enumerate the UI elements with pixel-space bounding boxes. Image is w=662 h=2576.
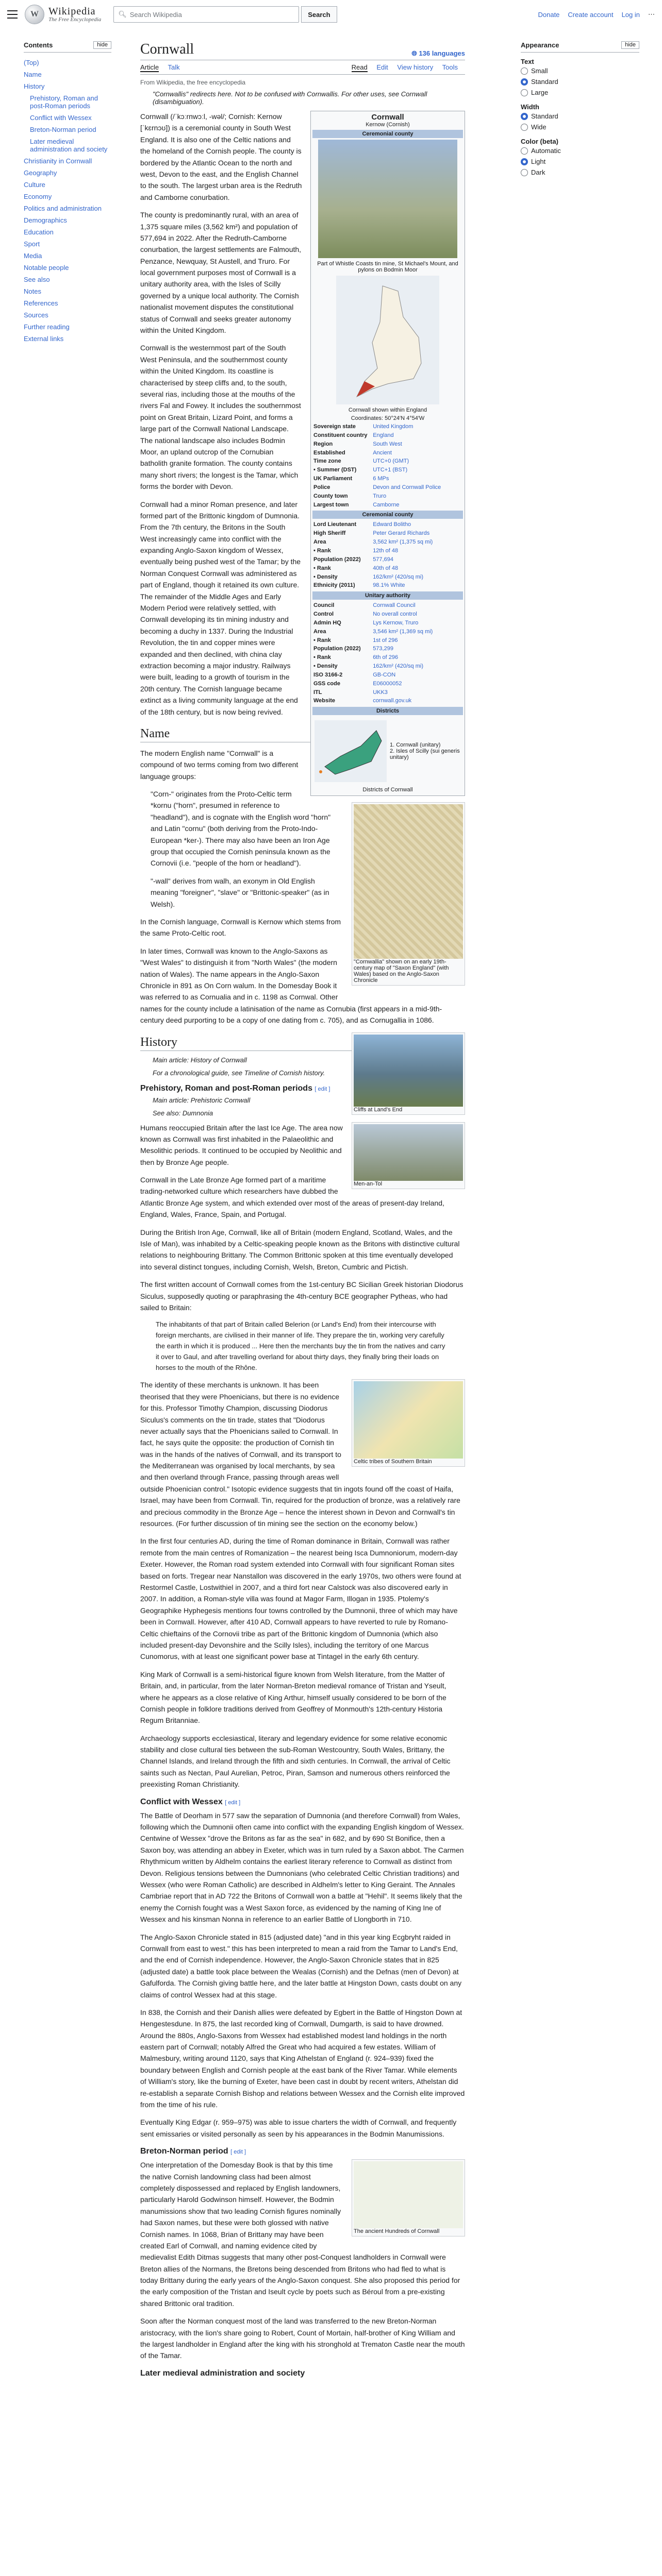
thumb-caption: The ancient Hundreds of Cornwall xyxy=(354,2228,440,2235)
infobox-label: Established xyxy=(313,449,345,456)
thumb-hundreds xyxy=(352,2159,465,2236)
infobox-row xyxy=(312,662,463,671)
option-label: Light xyxy=(531,158,546,165)
appearance-panel xyxy=(521,41,639,178)
infobox-value[interactable]: UKK3 xyxy=(373,689,388,696)
infobox-row xyxy=(312,619,463,628)
infobox-rows-3 xyxy=(312,601,463,705)
toc-item[interactable]: Notes xyxy=(24,287,41,295)
infobox-label: • Rank xyxy=(313,654,331,661)
width-wide-option[interactable] xyxy=(521,122,639,132)
hatnote: See also: Dumnonia xyxy=(153,1109,213,1117)
toc-item[interactable]: History xyxy=(24,82,45,90)
infobox-row xyxy=(312,501,463,510)
infobox-photo-caption: Part of Whistle Coasts tin mine, St Michael's Mount, and pylons on Bodmin Moor xyxy=(317,261,458,273)
men-an-tol-image[interactable] xyxy=(354,1124,463,1181)
cliffs-image[interactable] xyxy=(354,1035,463,1107)
toc-item[interactable]: Notable people xyxy=(24,264,69,272)
main-menu-icon[interactable] xyxy=(7,10,18,19)
toc-item[interactable]: Culture xyxy=(24,181,45,189)
search-button[interactable]: Search xyxy=(301,6,337,23)
text-standard-option[interactable] xyxy=(521,76,639,87)
infobox-value[interactable]: 577,694 xyxy=(373,556,393,563)
tab-talk[interactable]: Talk xyxy=(168,63,180,71)
infobox-row xyxy=(312,628,463,636)
toc-title: Contents xyxy=(24,41,53,49)
infobox-value[interactable]: Edward Bolitho xyxy=(373,521,411,528)
infobox-label: Area xyxy=(313,628,326,635)
page-title xyxy=(140,41,465,60)
infobox-map-caption: Cornwall shown within England xyxy=(348,407,427,413)
radio-icon xyxy=(521,147,528,155)
edit-link[interactable]: [ edit ] xyxy=(315,1086,330,1092)
intro-paragraph: Cornwall had a minor Roman presence, and later formed part of the Brittonic kingdom of Dumnonia. From the 7th century, the Britons in the South West increasingly came into conflict with the expanding Anglo-Saxon kingdom of Wessex, eventually being pushed west of the Tamar; by the Norman Conquest Cornwall was administered as part of England, though it retained its own culture. The remainder of the Middle Ages and Early Modern Period were relatively settled, with Cornwall developing its tin mining industry and becoming a duchy in 1337. During the Industrial Revolution, the tin and copper mines were expanded and then declined, with china clay extraction becoming a major industry. Railways were built, leading to a growth of tourism in the 20th century. The Cornish language became extinct as a living community language at the end of the 18th century, but is now being revived. xyxy=(140,500,301,716)
more-icon[interactable]: ⋯ xyxy=(648,10,655,18)
infobox-locator-map[interactable] xyxy=(336,276,439,404)
history-paragraph: One interpretation of the Domesday Book is that by this time the native Cornish landowning class had been almost completely dispossessed and replaced by English landowners, particularly Harold Godwinson himself. However, the Bodmin manumissions show that two leading Cornish figures nominally had Saxon names, but these were both glossed with native Cornish names. In 1068, Brian of Brittany may have been created Earl of Cornwall, and naming evidence cited by medievalist Edith Ditmas suggests that many other post-Conquest landholders in Cornwall were Breton allies of the Normans, the Bretons being descended from Britons who had fled to what is today Brittany during the early years of the Anglo-Saxon conquest. She also proposed this period for the early composition of the Tristan and Iseult cycle by poets such as Béroul from a pre-existing shared Brittonic oral tradition. xyxy=(140,2161,460,2308)
infobox-label: GSS code xyxy=(313,680,340,687)
toc-item[interactable]: External links xyxy=(24,335,64,343)
heading-text: Prehistory, Roman and post-Roman periods xyxy=(140,1083,312,1093)
infobox-label: • Density xyxy=(313,663,338,670)
header xyxy=(0,0,662,29)
infobox-label: • Rank xyxy=(313,547,331,554)
infobox-value[interactable]: South West xyxy=(373,440,402,447)
toc-subitem[interactable]: Conflict with Wessex xyxy=(30,114,92,122)
infobox-label: Control xyxy=(313,611,334,618)
radio-icon xyxy=(521,169,528,176)
log-in-link[interactable]: Log in xyxy=(621,10,640,19)
width-label: Width xyxy=(521,103,539,111)
infobox-label: UK Parliament xyxy=(313,476,353,482)
option-label: Dark xyxy=(531,168,545,176)
infobox-value[interactable]: 162/km² (420/sq mi) xyxy=(373,663,423,670)
action-tools[interactable]: Tools xyxy=(442,63,458,71)
infobox-label: Ethnicity (2011) xyxy=(313,582,355,589)
districts-map[interactable] xyxy=(315,720,387,782)
history-paragraph: The first written account of Cornwall comes from the 1st-century BC Sicilian Greek historian Diodorus Siculus, supposedly quoting or paraphrasing the 4th-century BCE geographer Pytheas, who had sailed to Britain: xyxy=(140,1280,464,1312)
infobox-label: Population (2022) xyxy=(313,556,361,563)
heading-text: Later medieval administration and society xyxy=(140,2368,305,2378)
width-standard-option[interactable] xyxy=(521,111,639,122)
history-paragraph: In the first four centuries AD, during the time of Roman dominance in Britain, Cornwall was rather remote from the main centres of Romanization – the nearest being Isca Dumnoniorum, modern-day Exeter. However, the Roman road system extended into Cornwall with four significant Roman sites based on forts. Tregear near Nanstallon was discovered in the early 1970s, two others were found at Restormel Castle, Lostwithiel in 2007, and a third fort near Calstock was also discovered early in 2007. In addition, a Roman-style villa was found at Magor Farm, Illogan in 1935. Ptolemy's Geographike Hyphegesis mentions four towns controlled by the Dumnonii, three of which may have been in Cornwall. However, after 410 AD, Cornwall appears to have reverted to rule by Romano-Celtic chieftains of the Cornovii tribe as part of the Brittonic kingdom of Dumnonia (which also included present-day Devonshire and the Scilly Isles), including the territory of one Marcus Cunomorus, with at least one significant power base at Tintagel in the early 6th century. xyxy=(140,1537,461,1661)
infobox-label: • Density xyxy=(313,573,338,580)
thumb-map xyxy=(352,802,465,986)
thumb-cliffs xyxy=(352,1032,465,1115)
history-paragraph: The Anglo-Saxon Chronicle stated in 815 (adjusted date) "and in this year king Ecgbryht raided in Cornwall from east to west." this has been interpreted to mean a raid from the Tamar to Land's End, and the end of Cornish independence. However, the Anglo-Saxon Chronicle states that in 825 (adjusted date) a battle took place between the Wealas (Cornish) and the Defnas (men of Devon) at Gafulforda. The Cornish giving battle here, and the later battle at Hingston Down, casts doubt on any claims of control Wessex had at this stage. xyxy=(140,1933,462,1999)
infobox-label: Time zone xyxy=(313,458,341,465)
infobox-label: • Rank xyxy=(313,637,331,643)
toc-subitem[interactable]: Breton-Norman period xyxy=(30,126,96,133)
thumb-caption: Cliffs at Land's End xyxy=(354,1106,403,1113)
from-line: From Wikipedia, the free encyclopedia xyxy=(140,79,246,86)
toc-item[interactable]: (Top) xyxy=(24,59,39,66)
text-size-label: Text xyxy=(521,58,534,65)
edit-link[interactable]: [ edit ] xyxy=(230,2149,246,2156)
hatnote: For a chronological guide, see Timeline of Cornish history. xyxy=(153,1069,325,1077)
infobox-label: • Summer (DST) xyxy=(313,467,357,473)
edit-label: edit xyxy=(318,1086,327,1092)
infobox-value[interactable]: E06000052 xyxy=(373,680,402,687)
page-title-text: Cornwall xyxy=(140,41,194,57)
infobox-value[interactable]: United Kingdom xyxy=(373,423,413,430)
name-paragraph: In later times, Cornwall was known to the Anglo-Saxons as "West Wales" to distinguish it from "North Wales" (the modern nation of Wales). The name appears in the Anglo-Saxon Chronicle in 891 as On Corn walum. In the Domesday Book it was referred to as Cornualia and in c. 1198 as Cornwal. Other names for the county include a latinisation of the name as Cornubia (first appears in a mid-9th-century deed purporting to be a copy of one dating from c. 705), and as Cornugallia in 1086. xyxy=(140,946,442,1025)
infobox-value[interactable]: Camborne xyxy=(373,501,400,508)
infobox-row xyxy=(312,610,463,619)
infobox-label: Website xyxy=(313,698,335,704)
infobox-label: Area xyxy=(313,539,326,546)
history-paragraph: During the British Iron Age, Cornwall, like all of Britain (modern England, Scotland, Wales, and the Isle of Man), was inhabited by a Celtic-speaking people known as the Britons with distinctive cultural relations to neighbouring Brittany. The Common Brittonic spoken at this time eventually developed into several distinct tongues, including Cornish, Welsh, Breton, Cumbric and Pictish. xyxy=(140,1228,460,1271)
hatnote: "Cornwallis" redirects here. Not to be confused with Cornwallis. For other uses, see Cornwall (disambiguation). xyxy=(153,90,427,106)
donate-link[interactable]: Donate xyxy=(538,10,560,19)
heading-text: Name xyxy=(140,726,170,740)
infobox-value[interactable]: Truro xyxy=(373,493,387,499)
infobox-label: ITL xyxy=(313,689,322,696)
history-paragraph: Humans reoccupied Britain after the last Ice Age. The area now known as Cornwall was first inhabited in the Palaeolithic and Mesolithic periods. It continued to be occupied by Neolithic and then by Bronze Age people. xyxy=(140,1123,343,1166)
infobox-row xyxy=(312,653,463,662)
option-label: Standard xyxy=(531,78,558,86)
infobox-row xyxy=(312,564,463,573)
color-label: Color (beta) xyxy=(521,138,558,145)
infobox-row xyxy=(312,431,463,440)
infobox-value[interactable]: UTC+1 (BST) xyxy=(373,467,408,473)
section-heading-wessex xyxy=(140,1798,465,1807)
infobox-band: Ceremonial county xyxy=(312,511,463,519)
option-label: Large xyxy=(531,89,549,96)
history-paragraph: Archaeology supports ecclesiastical, literary and legendary evidence for some relative economic stability and close cultural ties between the sub-Roman Westcountry, South Wales, Brittany, the Channel Islands, and Ireland through the fifth and sixth centuries. In Cornwall, the arrival of Celtic saints such as Nectan, Paul Aurelian, Petroc, Piran, Samson and numerous others reinforced the preexisting Roman Christianity. xyxy=(140,1734,451,1789)
infobox-row xyxy=(312,688,463,697)
infobox-label: Largest town xyxy=(313,501,349,508)
infobox-value[interactable]: 1st of 296 xyxy=(373,637,398,643)
section-heading-breton xyxy=(140,2147,465,2156)
globe-icon: W xyxy=(25,5,44,24)
infobox-value[interactable]: Ancient xyxy=(373,449,392,456)
option-label: Standard xyxy=(531,112,558,120)
infobox-label: Sovereign state xyxy=(313,423,356,430)
toc-item[interactable]: Economy xyxy=(24,193,52,200)
infobox-value[interactable]: Lys Kernow, Truro xyxy=(373,619,419,626)
infobox-label: Council xyxy=(313,602,335,609)
toc-hide-button[interactable]: hide xyxy=(93,41,111,49)
infobox-row xyxy=(312,680,463,688)
infobox-label: Police xyxy=(313,484,330,490)
saxon-map-image[interactable] xyxy=(354,804,463,959)
infobox-row xyxy=(312,440,463,449)
text-large-option[interactable] xyxy=(521,87,639,98)
search-placeholder: Search Wikipedia xyxy=(129,10,182,19)
infobox-row xyxy=(312,555,463,564)
toc-item[interactable]: Name xyxy=(24,71,42,78)
name-paragraph: In the Cornish language, Cornwall is Kernow which stems from the same Proto-Celtic root. xyxy=(140,918,341,938)
toc-item[interactable]: Further reading xyxy=(24,323,70,331)
toc-item[interactable]: Politics and administration xyxy=(24,205,102,212)
edit-link[interactable]: [ edit ] xyxy=(225,1799,241,1806)
toc-item[interactable]: Sport xyxy=(24,240,40,248)
infobox-row xyxy=(312,538,463,547)
infobox-row xyxy=(312,573,463,582)
infobox-row xyxy=(312,636,463,645)
history-paragraph: Soon after the Norman conquest most of the land was transferred to the new Breton-Norman aristocracy, with the lion's share going to Robert, Count of Mortain, half-brother of King William and the largest landholder in England after the king with his stronghold at Trematon Castle near the mouth of the Tamar. xyxy=(140,2317,465,2360)
toc-item[interactable]: Media xyxy=(24,252,42,260)
infobox-value[interactable]: 3,562 km² (1,375 sq mi) xyxy=(373,539,433,546)
toc-item[interactable]: Sources xyxy=(24,311,48,319)
hundreds-map[interactable] xyxy=(354,2161,463,2228)
edit-label: edit xyxy=(234,2149,243,2156)
infobox-value[interactable]: 3,546 km² (1,369 sq mi) xyxy=(373,628,433,635)
wordmark: Wikipedia xyxy=(48,6,96,17)
infobox-row xyxy=(312,601,463,610)
thumb-caption: Celtic tribes of Southern Britain xyxy=(354,1459,432,1465)
article xyxy=(140,41,465,2381)
tab-article[interactable]: Article xyxy=(140,63,159,71)
history-paragraph: Eventually King Edgar (r. 959–975) was able to issue charters the width of Cornwall, and frequently sent emissaries or visited personally as seen by his appearances in the Bodmin Manumissions. xyxy=(140,2118,457,2138)
radio-selected-icon xyxy=(521,113,528,120)
infobox-subtitle: Kernow (Cornish) xyxy=(366,122,410,128)
appearance-title: Appearance xyxy=(521,41,559,49)
wikipedia-logo[interactable] xyxy=(25,5,101,24)
infobox-coords[interactable]: Coordinates: 50°24′N 4°54′W xyxy=(351,415,425,421)
thumb-caption: Men-an-Tol xyxy=(354,1180,383,1187)
radio-icon xyxy=(521,124,528,131)
infobox-label: • Rank xyxy=(313,565,331,571)
color-light-option[interactable] xyxy=(521,156,639,167)
option-label: Wide xyxy=(531,123,547,131)
name-bullet: "-wall" derives from walh, an exonym in Old English meaning "foreigner", "slave" or "Brittonic-speaker" (as in Welsh). xyxy=(151,876,329,908)
intro-paragraph: Cornwall is the westernmost part of the South West Peninsula, and the southernmost county within the United Kingdom. Its coastline is characterised by steep cliffs and, to the south, several rias, including those at the mouths of the rivers Fal and Fowey. It includes the southernmost point on Great Britain, Lizard Point, and forms a large part of the Cornwall National Landscape. The national landscape also includes Bodmin Moor, an upland outcrop of the Cornubian batholith granite formation. The county contains many short rivers; the longest is the Tamar, which forms the border with Devon. xyxy=(140,344,301,491)
infobox-value[interactable]: 98.1% White xyxy=(373,582,405,589)
infobox-row xyxy=(312,645,463,653)
infobox-row xyxy=(312,422,463,431)
infobox-row xyxy=(312,457,463,466)
hatnote: Main article: History of Cornwall xyxy=(153,1056,247,1064)
language-button[interactable]: 🌐︎ 136 languages xyxy=(411,49,465,57)
infobox-value[interactable]: 162/km² (420/sq mi) xyxy=(373,573,423,580)
infobox-title: Cornwall xyxy=(371,113,404,122)
toc-list xyxy=(24,57,111,345)
history-paragraph: King Mark of Cornwall is a semi-historical figure known from Welsh literature, from the Matter of Britain, and, in particular, from the later Norman-Breton medieval romance of Tristan and Yseult, where he appears as a close relative of King Arthur, himself usually considered to be born of the Cornish people in folklore traditions derived from Geoffrey of Monmouth's 12th-century Historia Regum Britanniae. xyxy=(140,1670,446,1725)
thumb-men-an-tol xyxy=(352,1122,465,1189)
hatnote: Main article: Prehistoric Cornwall xyxy=(153,1096,251,1104)
search-icon: 🔍︎ xyxy=(118,10,127,18)
toc-item[interactable]: See also xyxy=(24,276,50,283)
search-input[interactable] xyxy=(113,6,299,23)
infobox-value[interactable]: England xyxy=(373,432,394,438)
color-dark-option[interactable] xyxy=(521,167,639,178)
radio-icon xyxy=(521,67,528,75)
infobox-label: High Sheriff xyxy=(313,530,346,537)
infobox-value[interactable]: 6th of 296 xyxy=(373,654,399,661)
history-paragraph: Cornwall in the Late Bronze Age formed part of a maritime trading-networked culture which researchers have dubbed the Atlantic Bronze Age system, and which extended over most of the areas of present-day Ireland, England, Wales, France, Spain, and Portugal. xyxy=(140,1176,444,1219)
language-count: 136 languages xyxy=(419,49,465,57)
infobox-label: ISO 3166-2 xyxy=(313,671,343,678)
infobox-rows-1 xyxy=(312,422,463,509)
infobox-value[interactable]: 573,299 xyxy=(373,646,393,652)
infobox-band: Districts xyxy=(312,707,463,715)
infobox-band: Unitary authority xyxy=(312,591,463,600)
intro-paragraph: The county is predominantly rural, with an area of 1,375 square miles (3,562 km²) and population of 577,694 in 2022. After the Redruth-Camborne conurbation, the largest settlements are Falmouth, Penzance, Newquay, St Austell, and Truro. For local government purposes most of Cornwall is a unitary authority area, with the Isles of Scilly governed by a unique local authority. The Cornish nationalist movement disputes the constitutional status of Cornwall and seeks greater autonomy within the United Kingdom. xyxy=(140,211,302,335)
heading-text: History xyxy=(140,1035,177,1049)
celtic-tribes-map[interactable] xyxy=(354,1381,463,1459)
districts-legend-2: 2. Isles of Scilly (sui generis unitary) xyxy=(390,748,460,761)
toc-subitem[interactable]: Prehistory, Roman and post-Roman periods xyxy=(30,94,98,110)
infobox-row xyxy=(312,520,463,529)
name-bullet: "Corn-" originates from the Proto-Celtic term *kornu ("horn", presumed in reference to "headland"), and is cognate with the English word "horn" and Latin "cornu" (both deriving from the Proto-Indo-European *ker-). There may also have been an Iron Age group that occupied the Cornish peninsula known as the Cornovii (i.e. "people of the horn or headland"). xyxy=(151,790,331,868)
radio-selected-icon xyxy=(521,78,528,86)
action-read[interactable]: Read xyxy=(351,63,368,71)
heading-text: Conflict with Wessex xyxy=(140,1797,223,1806)
infobox-row xyxy=(312,697,463,705)
name-paragraph: The modern English name "Cornwall" is a compound of two terms coming from two different language groups: xyxy=(140,749,299,781)
thumb-tribes xyxy=(352,1379,465,1467)
intro-paragraph: Cornwall (/ˈkɔːrnwɔːl, -wəl/; Cornish: Kernow [ˈkɛrnɔʊ]) is a ceremonial county in South West England. It is also one of the Celtic nations and the homeland of the Cornish people. The county is bordered by the Atlantic Ocean to the north and west, Devon to the east, and the English Channel to the south. The largest urban area is the Redruth and Camborne conurbation. xyxy=(140,112,302,201)
infobox-row xyxy=(312,671,463,680)
districts-map-icon xyxy=(315,720,387,782)
infobox-rows-2 xyxy=(312,520,463,590)
infobox-row xyxy=(312,547,463,555)
infobox-value[interactable]: Cornwall Council xyxy=(373,602,416,609)
infobox-row xyxy=(312,529,463,538)
infobox-value[interactable]: No overall control xyxy=(373,611,417,618)
infobox-label: County town xyxy=(313,493,348,499)
infobox-value[interactable]: Peter Gerard Richards xyxy=(373,530,430,537)
infobox-row xyxy=(312,449,463,457)
page-tabs xyxy=(140,60,465,75)
infobox-row xyxy=(312,474,463,483)
infobox-value[interactable]: Devon and Cornwall Police xyxy=(373,484,441,490)
toc-item[interactable]: Geography xyxy=(24,169,57,177)
infobox-value[interactable]: 40th of 48 xyxy=(373,565,399,571)
tagline: The Free Encyclopedia xyxy=(48,16,102,23)
districts-caption: Districts of Cornwall xyxy=(362,787,413,793)
infobox-row xyxy=(312,581,463,590)
infobox-value[interactable]: 6 MPs xyxy=(373,476,389,482)
table-of-contents xyxy=(24,41,111,345)
radio-selected-icon xyxy=(521,158,528,165)
infobox-row xyxy=(312,492,463,501)
option-label: Small xyxy=(531,67,548,75)
text-small-option[interactable] xyxy=(521,65,639,76)
heading-text: Breton-Norman period xyxy=(140,2147,228,2156)
infobox-value[interactable]: cornwall.gov.uk xyxy=(373,698,412,704)
history-paragraph: In 838, the Cornish and their Danish allies were defeated by Egbert in the Battle of Hingston Down at Hengestesdune. In 875, the last recorded king of Cornwall, Dumgarth, is said to have drowned. Around the 880s, Anglo-Saxons from Wessex had established modest land holdings in the north eastern part of Cornwall; notably Alfred the Great who had acquired a few estates. William of Malmesbury, writing around 1120, says that King Athelstan of England (r. 924–939) fixed the boundary between English and Cornish people at the east bank of the River Tamar. While elements of William's story, like the burning of Exeter, have been cast in doubt by recent writers, Athelstan did re-establish a separate Cornish Bishop and relations between Wessex and the Cornish elite improved from the time of his rule. xyxy=(140,2008,465,2109)
infobox-label: Region xyxy=(313,440,333,447)
infobox-value[interactable]: UTC+0 (GMT) xyxy=(373,458,409,465)
color-automatic-option[interactable] xyxy=(521,145,639,156)
toc-item[interactable]: Christianity in Cornwall xyxy=(24,157,92,165)
toc-item[interactable]: References xyxy=(24,299,58,307)
infobox-row xyxy=(312,483,463,492)
option-label: Automatic xyxy=(531,147,561,155)
blockquote: The inhabitants of that part of Britain called Belerion (or Land's End) from their intercourse with foreign merchants, are civilised in their manner of life. They prepare the tin, working very carefully the earth in which it is produced ... Here then the merchants buy the tin from the natives and carry it over to Gaul, and after travelling overland for about thirty days, they finally bring their loads on horses to the mouth of the Rhône. xyxy=(156,1320,445,1371)
england-map-icon xyxy=(336,276,439,404)
infobox-label: Lord Lieutenant xyxy=(313,521,357,528)
history-paragraph: The Battle of Deorham in 577 saw the separation of Dumnonia (and therefore Cornwall) from Wales, following which the Dumnonii often came into conflict with the expanding English kingdom of Wessex. Centwine of Wessex "drove the Britons as far as the sea" in 682, and by 690 St Bonifice, then a Saxon boy, was attending an abbey in Exeter, which was in turn ruled by a Saxon abbot. The Carmen Rhythmicum written by Aldhelm contains the earliest literary reference to Cornwall as distinct from Devon. Religious tensions between the Dumnonians (who celebrated Celtic Christian traditions) and Wessex (who were Roman Catholic) are described in Aldhelm's letter to King Geraint. The Annales Cambriae report that in AD 722 the Britons of Cornwall won a battle at "Hehil". It seems likely that the enemy the Cornish fought was a West Saxon force, as evidenced by the naming of King Ine of Wessex and his kinsman Nonna in reference to an earlier Battle of Llongborth in 710. xyxy=(140,1811,464,1924)
appearance-hide-button[interactable]: hide xyxy=(621,41,639,49)
infobox-label: Admin HQ xyxy=(313,619,341,626)
infobox-band: Ceremonial county xyxy=(312,130,463,138)
create-account-link[interactable]: Create account xyxy=(568,10,614,19)
history-paragraph: The identity of these merchants is unknown. It has been theorised that they were Phoenicians, but there is no evidence for this. Professor Timothy Champion, discussing Diodorus Siculus's comments on the tin trade, states that "Diodorus never actually says that the Phoenicians sailed to Cornwall. In fact, he says quite the opposite: the production of Cornish tin was in the hands of the natives of Cornwall, and its transport to the Mediterranean was organised by local merchants, by sea and then overland through France, passing through areas well outside Phoenician control." Isotopic evidence suggests that tin ingots found off the coast of Haifa, Israel, may have been from Cornwall. Tin, required for the production of bronze, was a relatively rare and precious commodity in the Bronze Age – hence the interest shown in Devon and Cornwall's tin resources. (For further discussion of tin mining see the section on the economy below.) xyxy=(140,1381,460,1528)
toc-subitem[interactable]: Later medieval administration and society xyxy=(30,138,108,153)
infobox xyxy=(310,111,465,796)
section-heading-later xyxy=(140,2369,465,2378)
action-edit[interactable]: Edit xyxy=(376,63,388,71)
toc-item[interactable]: Education xyxy=(24,228,54,236)
districts-legend-1: 1. Cornwall (unitary) xyxy=(390,742,441,749)
infobox-photo[interactable] xyxy=(318,140,457,258)
radio-icon xyxy=(521,89,528,96)
action-history[interactable]: View history xyxy=(397,63,434,71)
infobox-label: Constituent country xyxy=(313,432,368,438)
infobox-row xyxy=(312,466,463,474)
infobox-value[interactable]: 12th of 48 xyxy=(373,547,399,554)
toc-item[interactable]: Demographics xyxy=(24,216,67,224)
thumb-caption: "Cornwallia" shown on an early 19th-century map of "Saxon England" (with Wales) based on the Anglo-Saxon Chronicle xyxy=(354,959,449,984)
infobox-value[interactable]: GB-CON xyxy=(373,671,396,678)
infobox-label: Population (2022) xyxy=(313,646,361,652)
edit-label: edit xyxy=(228,1799,238,1806)
